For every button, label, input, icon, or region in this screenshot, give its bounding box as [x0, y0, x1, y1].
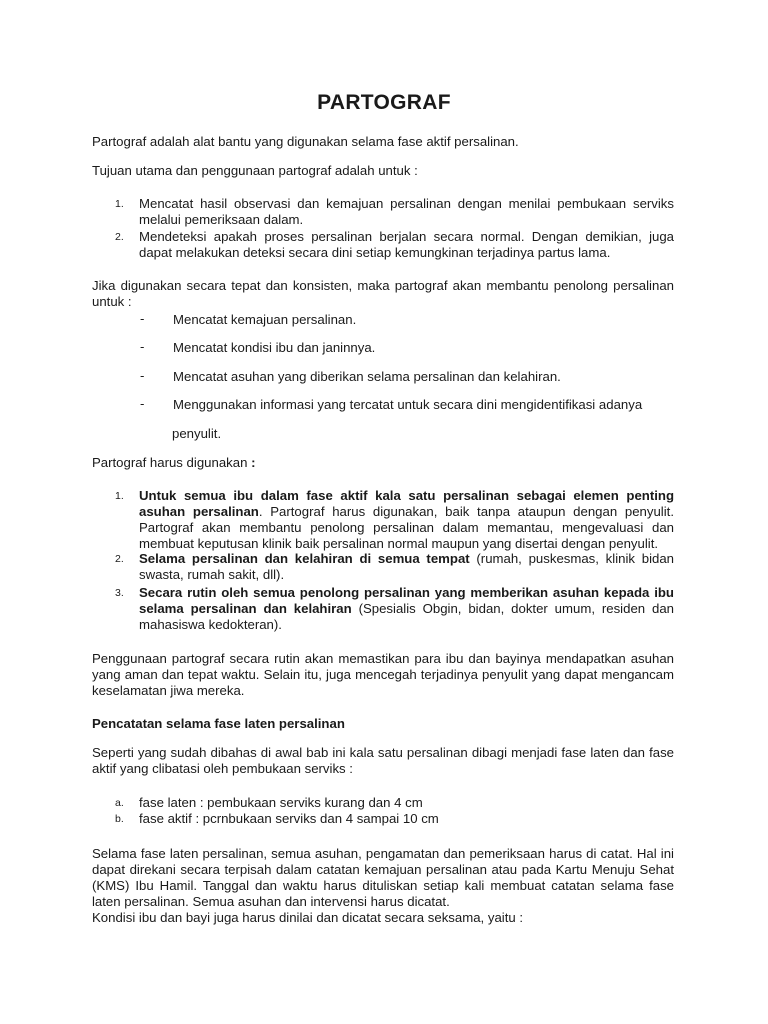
list-letter: a. — [115, 797, 124, 809]
harus-list-item — [115, 585, 674, 633]
kondisi-paragraph: Kondisi ibu dan bayi juga harus dinilai dan dicatat secara seksama, yaitu : — [92, 910, 524, 925]
bullet-item: Menggunakan informasi yang tercatat untuk secara dini mengidentifikasi adanya — [173, 397, 643, 412]
bullet-item: Mencatat asuhan yang diberikan selama persalinan dan kelahiran. — [173, 369, 561, 384]
bullet-item: Mencatat kondisi ibu dan janinnya. — [173, 340, 376, 355]
fase-list-item — [115, 811, 674, 827]
document-title: PARTOGRAF — [317, 91, 451, 114]
harus-list-item — [115, 488, 674, 552]
harus-heading-colon: : — [247, 455, 256, 470]
bullet-marker: - — [140, 368, 145, 383]
seperti-paragraph: Seperti yang sudah dibahas di awal bab ini kala satu persalinan dibagi menjadi fase laten dan fase aktif yang clibatasi oleh pembukaan serviks : — [92, 745, 674, 776]
harus-heading — [92, 455, 674, 471]
list-item-text: Mencatat hasil observasi dan kemajuan persalinan dengan menilai pembukaan serviks melalui pemeriksaan dalam. — [139, 196, 674, 227]
tujuan-list-item — [115, 196, 674, 228]
list-item-text: fase laten : pembukaan serviks kurang dan 4 cm — [139, 795, 423, 810]
section-heading: Pencatatan selama fase laten persalinan — [92, 716, 345, 731]
bullet-marker: - — [140, 339, 145, 354]
harus-heading-text: Partograf harus digunakan — [92, 455, 248, 470]
list-item-text: (Spesialis Obgin, bidan, dokter umum, residen dan mahasiswa kedokteran). — [139, 601, 674, 632]
fase-list-item — [115, 795, 674, 811]
penggunaan-paragraph: Penggunaan partograf secara rutin akan memastikan para ibu dan bayinya mendapatkan asuhan yang aman dan tepat waktu. Selain itu, juga mencegah terjadinya penyulit yang dapat mengancam keselamatan jiwa mereka. — [92, 651, 674, 698]
bullet-marker: - — [140, 396, 145, 411]
harus-list-item — [115, 551, 674, 583]
list-item-bold: Secara rutin oleh semua penolong persalinan yang memberikan asuhan kepada ibu selama persalinan dan kelahiran — [139, 585, 674, 616]
list-number: 1. — [115, 198, 124, 210]
list-item-bold: Untuk semua ibu dalam fase aktif kala satu persalinan sebagai elemen penting asuhan persalinan — [139, 488, 674, 519]
list-item-text: Mendeteksi apakah proses persalinan berjalan secara normal. Dengan demikian, juga dapat melakukan deteksi secara dini setiap kemungkinan terjadinya partus lama. — [139, 229, 674, 260]
list-item-text: (rumah, puskesmas, klinik bidan swasta, rumah sakit, dll). — [139, 551, 674, 582]
list-letter: b. — [115, 813, 124, 825]
list-number: 2. — [115, 231, 124, 243]
list-number: 2. — [115, 553, 124, 565]
list-number: 1. — [115, 490, 124, 502]
bullet-continuation: penyulit. — [172, 426, 222, 441]
list-item-text: . Partograf harus digunakan, baik tanpa ataupun dengan penyulit. Partograf akan membantu penolong persalinan dalam memantau, mengevaluasi dan membuat keputusan klinik baik persalinan normal maupun yang disertai dengan penyulit. — [139, 504, 674, 551]
list-item-text: fase aktif : pcrnbukaan serviks dan 4 sampai 10 cm — [139, 811, 439, 826]
tujuan-heading: Tujuan utama dan penggunaan partograf adalah untuk : — [92, 163, 418, 178]
bullet-item: Mencatat kemajuan persalinan. — [173, 312, 357, 327]
list-item-bold: Selama persalinan dan kelahiran di semua tempat — [139, 551, 470, 566]
intro-paragraph: Partograf adalah alat bantu yang digunakan selama fase aktif persalinan. — [92, 134, 519, 149]
list-number: 3. — [115, 587, 124, 599]
bullet-marker: - — [140, 311, 145, 326]
selama-paragraph: Selama fase laten persalinan, semua asuhan, pengamatan dan pemeriksaan harus di catat. Hal ini dapat direkani secara terpisah dalam catatan kemajuan persalinan atau pada Kartu Menuju Sehat (KMS) Ibu Hamil. Tanggal dan waktu harus dituliskan setiap kali membuat catatan selama fase laten persalinan. Semua asuhan dan intervensi harus dicatat. — [92, 846, 674, 909]
tujuan-list-item — [115, 229, 674, 261]
jika-paragraph: Jika digunakan secara tepat dan konsisten, maka partograf akan membantu penolong persalinan untuk : — [92, 278, 674, 309]
